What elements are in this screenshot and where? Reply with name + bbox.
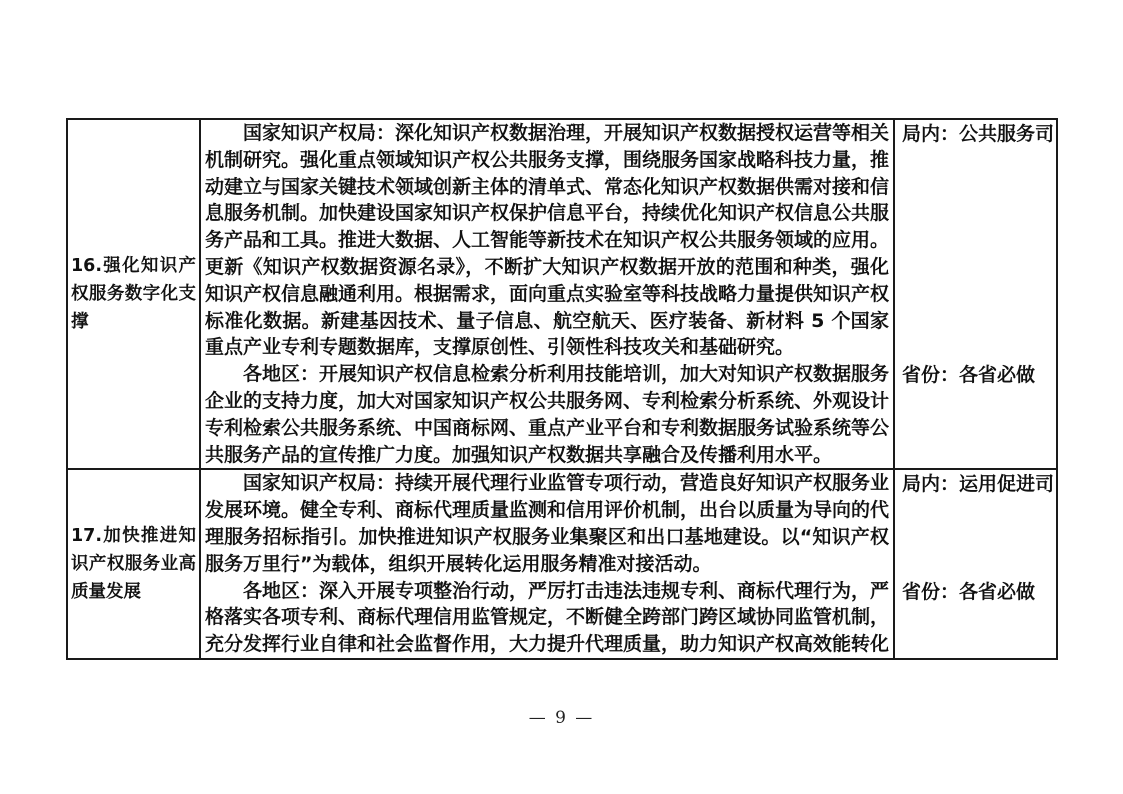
table-row-task-16: [68, 120, 1056, 468]
task-label: 16.强化知识产权服务数字化支撑: [71, 256, 196, 333]
task-section-regional: [201, 361, 1056, 468]
measures-paragraph: 国家知识产权局：深化知识产权数据治理，开展知识产权数据授权运营等相关机制研究。强化重点领域知识产权公共服务支撑，围绕服务国家战略科技力量，推动建立与国家关键技术领域创新主体的清单式、常态化知识产权数据供需对接和信息服务机制。加快建设国家知识产权保护信息平台，持续优化知识产权信息公共服务产品和工具。推进大数据、人工智能等新技术在知识产权公共服务领域的应用。更新《知识产权数据资源名录》，不断扩大知识产权数据开放的范围和种类，强化知识产权信息融通利用。根据需求，面向重点实验室等科技战略力量提供知识产权标准化数据。新建基因技术、量子信息、航空航天、医疗装备、新材料 5 个国家重点产业专利专题数据库，支撑原创性、引领性科技攻关和基础研究。: [205, 122, 890, 359]
task-section-regional: [201, 578, 1056, 658]
measures-paragraph: 各地区：深入开展专项整治行动，严厉打击违法违规专利、商标代理行为，严格落实各项专利、商标代理信用监管规定，不断健全跨部门跨区域协同监管机制，充分发挥行业自律和社会监督作用，大力提升代理质量，助力知识产权高效能转化: [205, 579, 890, 656]
task-body: [201, 470, 1056, 658]
measures-paragraph: 国家知识产权局：持续开展代理行业监管专项行动，营造良好知识产权服务业发展环境。健全专利、商标代理质量监测和信用评价机制，出台以质量为导向的代理服务招标指引。加快推进知识产权服务业集聚区和出口基地建设。以“知识产权服务万里行”为载体，组织开展转化运用服务精准对接活动。: [205, 472, 890, 575]
responsibility-label: 局内：公共服务司: [902, 123, 1055, 145]
responsibility-label: 局内：运用促进司: [902, 473, 1055, 496]
measures-cell: [201, 470, 893, 577]
responsibility-label: 省份：各省必做: [902, 580, 1036, 603]
task-body: [201, 120, 1056, 468]
responsibility-cell: [893, 120, 1056, 361]
responsibility-cell: [893, 578, 1056, 658]
responsibility-cell: [893, 361, 1056, 468]
task-label: 17.加快推进知识产权服务业高质量发展: [71, 526, 196, 603]
task-section-national: [201, 470, 1056, 577]
responsibility-cell: [893, 470, 1056, 577]
task-table: [66, 118, 1058, 660]
responsibility-label: 省份：各省必做: [902, 364, 1036, 387]
task-section-national: [201, 120, 1056, 361]
task-name-cell: [68, 470, 201, 658]
table-row-task-17: [68, 468, 1056, 658]
measures-paragraph: 各地区：开展知识产权信息检索分析利用技能培训，加大对知识产权数据服务企业的支持力度，加大对国家知识产权公共服务网、专利检索分析系统、外观设计专利检索公共服务系统、中国商标网、重点产业平台和专利数据服务试验系统等公共服务产品的宣传推广力度。加强知识产权数据共享融合及传播利用水平。: [205, 363, 890, 466]
measures-cell: [201, 578, 893, 658]
task-name-cell: [68, 120, 201, 468]
measures-cell: [201, 361, 893, 468]
page-number: — 9 —: [528, 708, 595, 728]
measures-cell: [201, 120, 893, 361]
